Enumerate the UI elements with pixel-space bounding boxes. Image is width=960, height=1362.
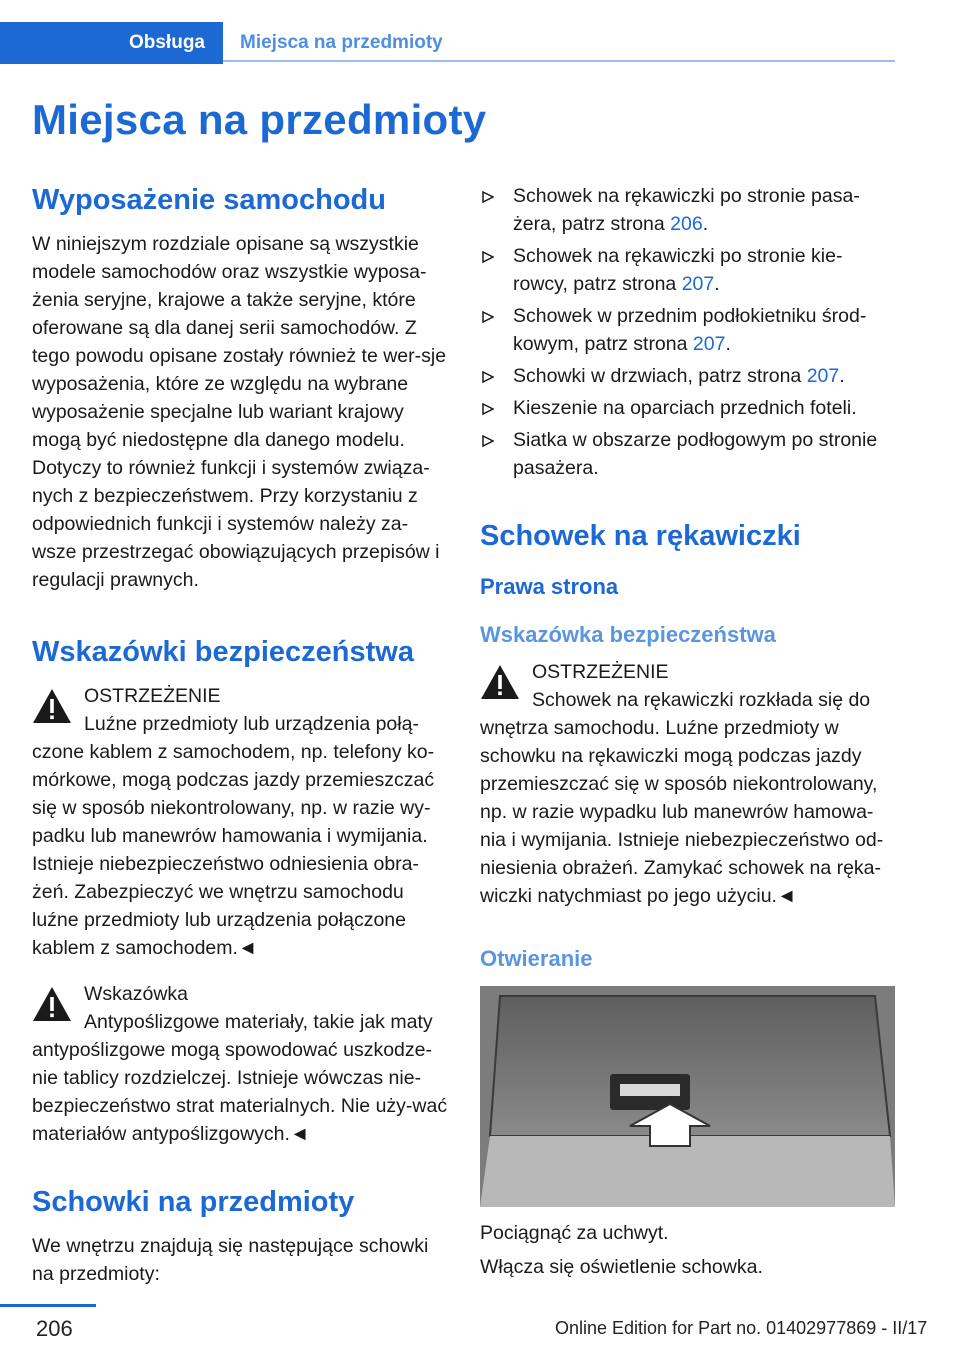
list-item: Schowki w drzwiach, patrz strona 207. [480,362,895,390]
triangle-bullet-icon [482,191,494,203]
list-item: Schowek w przednim podłokietniku środ‐kowym, patrz strona 207. [480,302,895,358]
glovebox-safety-heading: Wskazówka bezpieczeństwa [480,622,776,647]
warning-block [32,682,450,962]
edition-note: Online Edition for Part no. 01402977869 - II/17 [555,1318,928,1338]
page-number: 206 [36,1316,73,1341]
footer-rule [0,1304,96,1307]
triangle-bullet-icon [482,403,494,415]
glovebox-warning-label: OSTRZEŻENIE [532,661,669,683]
page-link[interactable]: 207 [806,365,840,387]
equipment-heading: Wyposażenie samochodu [32,184,386,216]
note-text: Antypoślizgowe materiały, takie jak maty antypoślizgowe mogą spowodować uszkodze‐nie tablicy rozdzielczej. Istnieje wówczas nie‐bezpieczeństwo strat materialnych. Nie uży‐wać materiałów antypoślizgowych.◄ [32,1011,448,1145]
step-2: Włącza się oświetlenie schowka. [480,1256,763,1278]
glovebox-warning-text: Schowek na rękawiczki rozkłada się do wnętrza samochodu. Luźne przedmioty w schowku na rękawiczki mogą podczas jazdy przemieszczać się w sposób niekontrolowany, np. w razie wypadku lub manewrów hamowa‐nia i wymijania. Istnieje niebezpieczeństwo od‐niesienia obrażeń. Zamykać schowek na ręka‐wiczki natychmiast po jego użyciu.◄ [480,689,884,907]
triangle-bullet-icon [482,371,494,383]
list-item: Schowek na rękawiczki po stronie pasa‐żera, patrz strona 206. [480,182,895,238]
chapter-tab: Miejsca na przedmioty [240,32,443,53]
page-link[interactable]: 207 [692,333,726,355]
list-item: Kieszenie na oparciach przednich foteli. [480,394,895,422]
right-column [480,182,895,1281]
page-link[interactable]: 206 [670,213,703,235]
safety-heading: Wskazówki bezpieczeństwa [32,636,414,668]
step-1: Pociągnąć za uchwyt. [480,1222,669,1244]
note-block [32,980,450,1148]
page-header [0,0,960,64]
side-heading: Prawa strona [480,574,619,599]
note-label: Wskazówka [84,983,189,1005]
compartment-list [480,182,895,482]
triangle-bullet-icon [482,311,494,323]
warning-label: OSTRZEŻENIE [84,685,221,707]
page-link[interactable]: 207 [681,273,715,295]
glovebox-handle-illustration [480,986,895,1207]
list-item: Schowek na rękawiczki po stronie kie‐rowcy, patrz strona 207. [480,242,895,298]
compartments-heading: Schowki na przedmioty [32,1186,355,1218]
triangle-bullet-icon [482,435,494,447]
opening-heading: Otwieranie [480,946,593,971]
section-tab: Obsługa [0,22,223,64]
glovebox-warning-block [480,658,895,910]
glovebox-photo [480,986,895,1207]
equipment-text: W niniejszym rozdziale opisane są wszystkie modele samochodów oraz wszystkie wyposa‐żenia seryjne, krajowe a także seryjne, które oferowane są dla danej serii samochodów. Z tego powodu opisane zostały również te wer‐sje wyposażenia, które ze względu na wybrane wyposażenie specjalne lub wariant krajowy mogą być niedostępne dla danego modelu. Dotyczy to również funkcji i systemów związa‐nych z bezpieczeństwem. Przy korzystaniu z odpowiednich funkcji i systemów należy za‐wsze przestrzegać obowiązujących przepisów i regulacji prawnych. [32,233,447,591]
list-item: Siatka w obszarze podłogowym po stronie pasażera. [480,426,895,482]
page-title: Miejsca na przedmioty [32,96,487,143]
warning-triangle-icon [32,986,72,1022]
warning-text: Luźne przedmioty lub urządzenia połą‐czone kablem z samochodem, np. telefony ko‐mórkowe, mogą podczas jazdy przemieszczać się w sposób niekontrolowany, np. w razie wy‐padku lub manewrów hamowania i wymijania. Istnieje niebezpieczeństwo odniesienia obra‐żeń. Zabezpieczyć we wnętrzu samochodu luźne przedmioty lub urządzenia połączone kablem z samochodem.◄ [32,713,435,959]
warning-triangle-icon [32,688,72,724]
left-column [32,182,450,1288]
glovebox-heading: Schowek na rękawiczki [480,520,801,552]
warning-triangle-icon [480,664,520,700]
compartments-text: We wnętrzu znajdują się następujące schowki na przedmioty: [32,1235,429,1285]
header-rule [223,60,895,62]
triangle-bullet-icon [482,251,494,263]
